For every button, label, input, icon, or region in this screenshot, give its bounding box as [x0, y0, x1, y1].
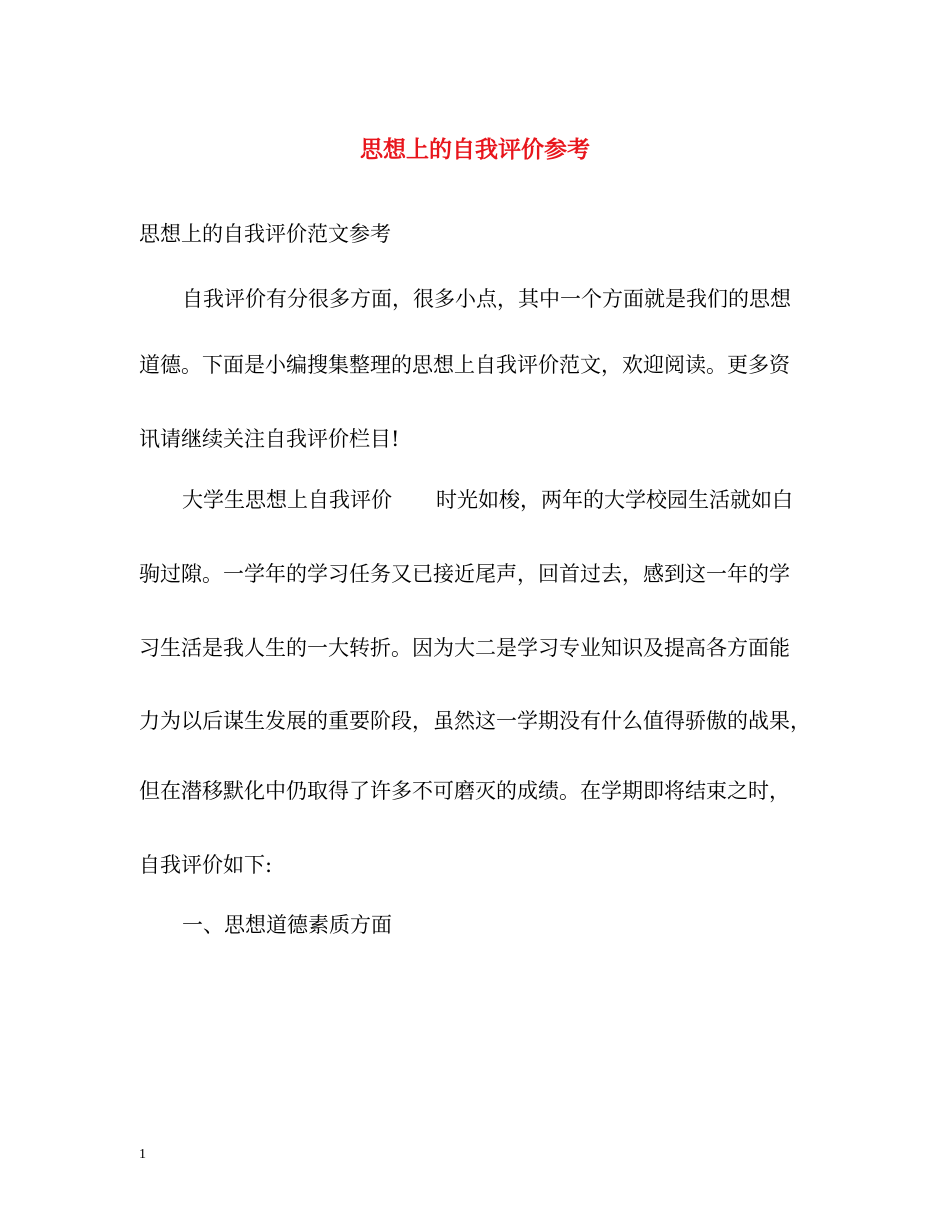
document-title: 思想上的自我评价参考 — [360, 136, 590, 163]
paragraph-line: 习生活是我人生的一大转折。因为大二是学习专业知识及提高各方面能 — [139, 636, 790, 660]
section-heading: 一、思想道德素质方面 — [182, 913, 392, 937]
section-heading-inline: 大学生思想上自我评价 — [182, 488, 392, 512]
paragraph-line: 力为以后谋生发展的重要阶段，虽然这一学期没有什么值得骄傲的战果， — [139, 709, 811, 733]
paragraph-line: 道德。下面是小编搜集整理的思想上自我评价范文，欢迎阅读。更多资 — [139, 353, 790, 377]
paragraph-line: 自我评价如下: — [139, 853, 273, 877]
subtitle-line: 思想上的自我评价范文参考 — [139, 222, 391, 246]
page-number: 1 — [139, 1147, 146, 1162]
paragraph-line: 但在潜移默化中仍取得了许多不可磨灭的成绩。在学期即将结束之时， — [139, 779, 790, 803]
paragraph-line: 自我评价有分很多方面，很多小点，其中一个方面就是我们的思想 — [182, 287, 791, 311]
paragraph-line: 讯请继续关注自我评价栏目! — [139, 427, 400, 451]
paragraph-text: 时光如梭，两年的大学校园生活就如白 — [436, 488, 793, 512]
paragraph-line: 驹过隙。一学年的学习任务又已接近尾声，回首过去，感到这一年的学 — [139, 562, 790, 586]
paragraph-line — [182, 485, 793, 515]
